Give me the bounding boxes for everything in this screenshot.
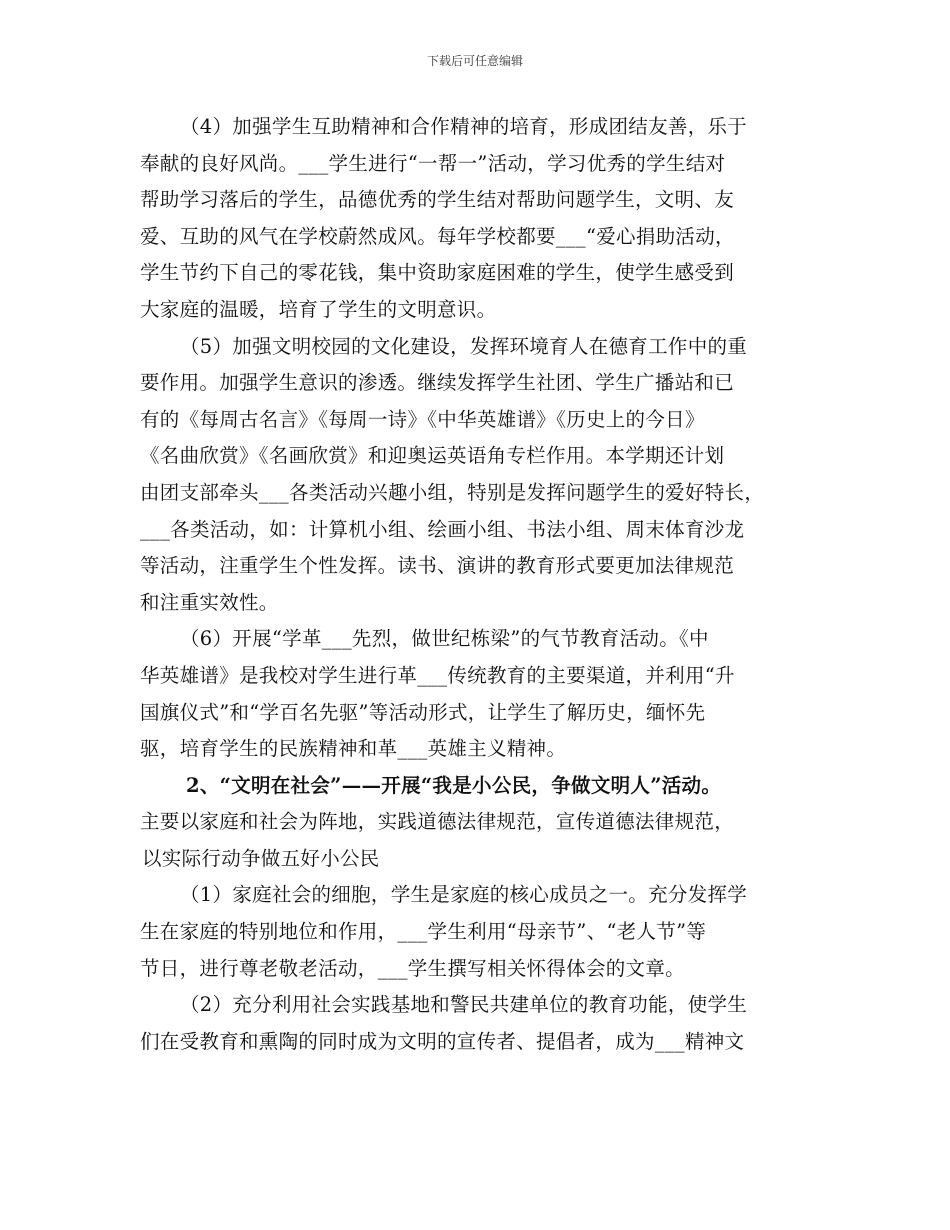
paragraph-s2-2 (140, 987, 816, 1060)
text-line: 由团支部牵头___各类活动兴趣小组，特别是发挥问题学生的爱好特长， (140, 480, 765, 504)
paragraph-4 (140, 109, 816, 329)
text-line: 帮助学习落后的学生，品德优秀的学生结对帮助问题学生，文明、友 (140, 188, 735, 212)
document-body (140, 109, 816, 1060)
text-line: 等活动，注重学生个性发挥。读书、演讲的教育形式要更加法律规范 (140, 554, 735, 578)
text-line: 爱、互助的风气在学校蔚然成风。每年学校都要___“爱心捐助活动， (140, 224, 735, 248)
paragraph-6 (140, 621, 816, 767)
text-line: 主要以家庭和社会为阵地，实践道德法律规范，宣传道德法律规范， (140, 810, 735, 834)
text-line: 奉献的良好风尚。___学生进行“一帮一”活动，学习优秀的学生结对 (140, 151, 726, 175)
text-line: 驱，培育学生的民族精神和革___英雄主义精神。 (140, 737, 567, 761)
text-line: 学生节约下自己的零花钱，集中资助家庭困难的学生，使学生感受到 (140, 261, 735, 285)
text-line: 要作用。加强学生意识的渗透。继续发挥学生社团、学生广播站和已 (140, 371, 735, 395)
paragraph-s2-1 (140, 877, 816, 987)
text-line: 国旗仪式”和“学百名先驱”等活动形式，让学生了解历史，缅怀先 (140, 700, 706, 724)
section-heading: 2、“文明在社会”——开展“我是小公民，争做文明人”活动。 (186, 773, 722, 797)
text-line: （1）家庭社会的细胞，学生是家庭的核心成员之一。充分发挥学 (180, 883, 748, 907)
page-header: 下载后可任意编辑 (426, 54, 523, 68)
text-line: 有的《每周古名言》《每周一诗》《中华英雄谱》《历史上的今日》 (140, 407, 705, 431)
text-line: （4）加强学生互助精神和合作精神的培育，形成团结友善，乐于 (180, 115, 748, 138)
text-line: ___各类活动，如：计算机小组、绘画小组、书法小组、周末体育沙龙 (140, 517, 745, 541)
text-line: 大家庭的温暖，培育了学生的文明意识。 (140, 297, 497, 321)
paragraph-5 (140, 329, 816, 622)
text-line: 和注重实效性。 (140, 590, 279, 614)
text-line: （2）充分利用社会实践基地和警民共建单位的教育功能，使学生 (180, 993, 748, 1017)
text-line: 们在受教育和熏陶的同时成为文明的宣传者、提倡者，成为___精神文 (140, 1029, 745, 1053)
section-2 (140, 768, 816, 878)
text-line: 《名曲欣赏》《名画欣赏》和迎奥运英语角专栏作用。本学期还计划 (140, 444, 725, 468)
text-line: 生在家庭的特别地位和作用，___学生利用“母亲节”、“老人节”等 (140, 920, 707, 944)
text-line: 华英雄谱》是我校对学生进行革___传统教育的主要渠道，并利用“升 (140, 663, 735, 687)
text-line: （5）加强文明校园的文化建设，发挥环境育人在德育工作中的重 (180, 334, 748, 358)
text-line: （6）开展“学革___先烈，做世纪栋梁”的气节教育活动。《中 (180, 627, 709, 651)
text-line: 以实际行动争做五好小公民 (142, 846, 380, 870)
text-line: 节日，进行尊老敬老活动，___学生撰写相关怀得体会的文章。 (140, 956, 685, 980)
